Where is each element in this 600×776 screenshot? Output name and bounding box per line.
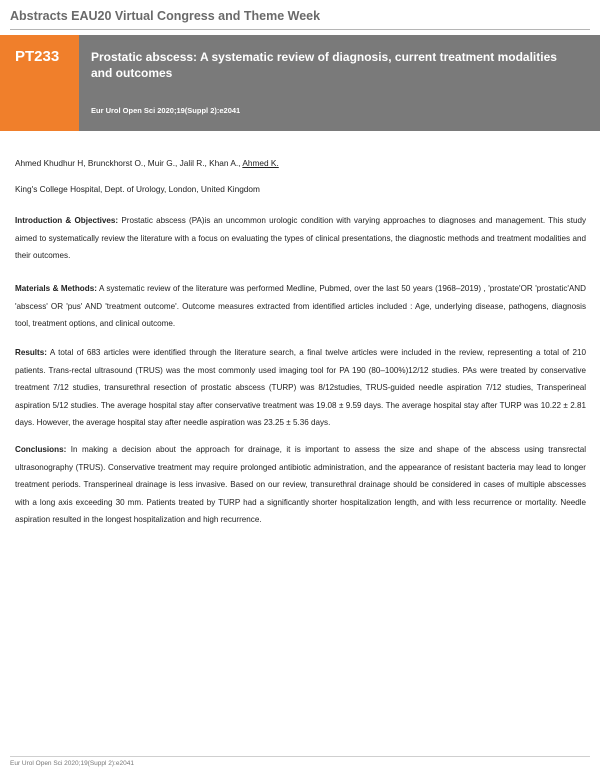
abstract-code: PT233: [15, 48, 60, 65]
section-text: In making a decision about the approach for drainage, it is important to assess the size and shape of the abscess using transrectal ultrasonography (TRUS). Conservative treatment may require prolonged antibiotic administration, and the appearance of resistant bacteria may lead to longer treatment periods. Transperineal drainage is less invasive. Based on our review, transurethral drainage should be considered in cases of multiple abscesses with a long axis exceeding 30 mm. Patients treated by TURP had a significantly shorter hospitalization length, and with less recurrence or mortality. Needle aspiration resulted in the longest hospitalization and high recurrence.: [15, 445, 587, 524]
header-divider: [10, 29, 590, 30]
section-heading: Conclusions:: [15, 445, 67, 454]
section-methods: [15, 280, 586, 333]
section-conclusions: [15, 441, 586, 529]
banner-citation: Eur Urol Open Sci 2020;19(Suppl 2):e2041: [91, 106, 241, 115]
section-heading: Materials & Methods:: [15, 284, 97, 293]
affiliation: King's College Hospital, Dept. of Urology, London, United Kingdom: [15, 184, 260, 194]
section-introduction: [15, 212, 586, 265]
abstract-code-box: [0, 35, 79, 131]
conference-header: Abstracts EAU20 Virtual Congress and Theme Week: [10, 9, 321, 23]
author-list: [15, 158, 279, 168]
authors-text: Ahmed Khudhur H, Brunckhorst O., Muir G., Jalil R., Khan A.,: [15, 158, 243, 168]
section-text: Prostatic abscess (PA)is an uncommon urologic condition with varying approaches to diagnoses and management. This study aimed to systematically review the literature with a focus on evaluating the types of clinical presentations, the diagnostic methods and treatment modalities and their outcomes.: [15, 216, 587, 260]
footer-divider: [10, 756, 590, 757]
section-text: A systematic review of the literature was performed Medline, Pubmed, over the last 50 years (1968–2019) , 'prostate'OR 'prostatic'AND 'abscess' OR 'pus' AND 'treatment outcome'. Outcome measures extracted from identified articles included : Age, underlying disease, pathogens, diagnosis tool, treatment options, and clinical outcome.: [15, 284, 587, 328]
section-text: A total of 683 articles were identified through the literature search, a final twelve articles were included in the review, representing a total of 210 patients. Trans-rectal ultrasound (TRUS) was the most commonly used imaging tool for PA 190 (80–100%)12/12 studies. PAs were treated by conservative treatment 7/12 studies, transurethral resection of prostatic abscess (TURP) was 8/12studies, TRUS-guided needle aspiration 7/12 studies, Transperineal aspiration 5/12 studies. The average hospital stay after conservative treatment was 19.08 ± 9.59 days. The average hospital stay after TURP was 10.22 ± 2.81 days. However, the average hospital stay after needle aspiration was 23.25 ± 5.36 days.: [15, 348, 586, 427]
section-results: [15, 344, 586, 432]
abstract-banner: [0, 35, 600, 131]
footer-citation: Eur Urol Open Sci 2020;19(Suppl 2):e2041: [10, 760, 134, 767]
presenting-author: Ahmed K.: [242, 158, 279, 168]
abstract-title: Prostatic abscess: A systematic review of diagnosis, current treatment modalities and outcomes: [91, 50, 557, 80]
section-heading: Introduction & Objectives:: [15, 216, 119, 225]
section-heading: Results:: [15, 348, 47, 357]
